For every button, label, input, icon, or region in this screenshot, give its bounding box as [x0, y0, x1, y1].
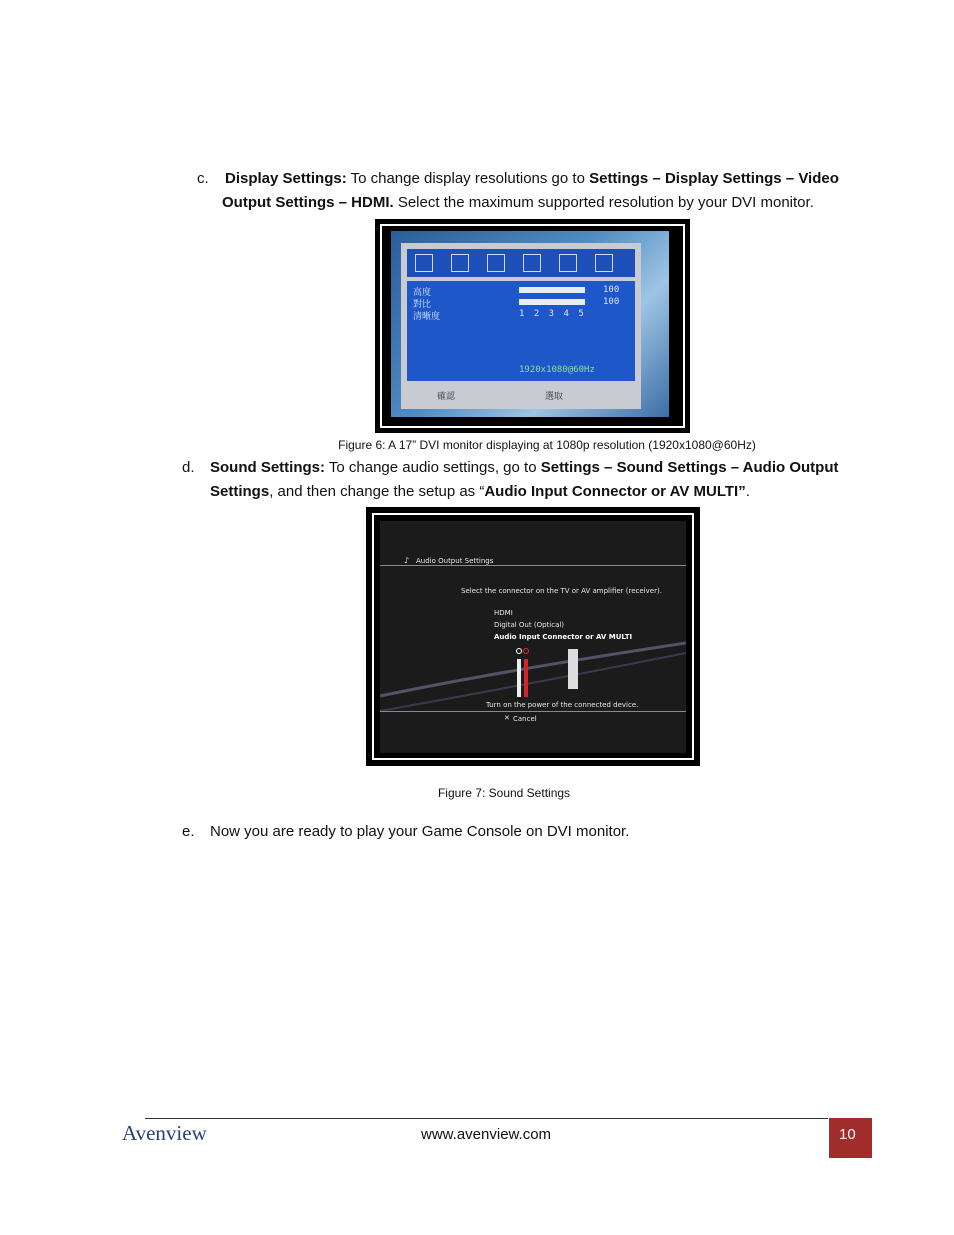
osd-slider	[519, 287, 585, 293]
menu-path: Settings	[210, 483, 270, 500]
footer-divider	[145, 1118, 828, 1119]
osd-value: 100	[603, 297, 620, 307]
avenview-logo: Avenview	[122, 1121, 207, 1145]
image-icon	[451, 254, 469, 272]
figure-6-caption: Figure 6: A 17” DVI monitor displaying at 1080p resolution (1920x1080@60Hz)	[338, 438, 756, 452]
option-audio-input: Audio Input Connector or AV MULTI	[494, 633, 633, 641]
item-text: , and then change the setup as “	[269, 483, 485, 500]
list-marker: c.	[197, 170, 209, 187]
item-line-2	[210, 480, 860, 505]
cancel-button: Cancel	[513, 715, 537, 723]
item-line-2	[222, 191, 862, 216]
figure-7-image	[366, 507, 700, 766]
page-number-badge	[829, 1118, 872, 1158]
figure-6-image	[375, 219, 690, 433]
screen-notice: Turn on the power of the connected device.	[486, 701, 639, 709]
av-cable-illustration	[380, 641, 686, 721]
menu-path: Settings – Sound Settings – Audio Output	[540, 459, 839, 476]
osd-value: 1 2 3 4 5	[519, 309, 586, 319]
divider	[380, 711, 686, 712]
menu-path: Audio Input Connector or AV MULTI”	[484, 483, 746, 500]
osd-label: 對比	[413, 300, 432, 310]
monitor-osd-screenshot	[391, 231, 669, 417]
figure-7-caption: Figure 7: Sound Settings	[437, 786, 571, 800]
item-text: Now you are ready to play your Game Console on DVI monitor.	[210, 823, 630, 840]
menu-path: Output Settings – HDMI.	[222, 194, 394, 211]
osd-resolution: 1920x1080@60Hz	[519, 365, 595, 375]
cross-icon: ✕	[504, 714, 510, 722]
item-text: To change display resolutions go to	[346, 170, 590, 187]
position-icon	[523, 254, 541, 272]
osd-label: 清晰度	[413, 312, 441, 322]
osd-icon-bar	[407, 249, 635, 277]
item-label: Display Settings:	[225, 170, 347, 187]
option-digital-out: Digital Out (Optical)	[494, 621, 565, 629]
menu-path: Settings – Display Settings – Video	[589, 170, 839, 187]
website-link[interactable]: www.avenview.com	[421, 1126, 552, 1143]
list-marker: d.	[182, 459, 195, 476]
divider	[380, 565, 686, 566]
item-text: To change audio settings, go to	[325, 459, 541, 476]
osd-value: 100	[603, 285, 620, 295]
item-text: Select the maximum supported resolution by your DVI monitor.	[393, 194, 814, 211]
brightness-icon	[415, 254, 433, 272]
item-label: Sound Settings:	[210, 459, 325, 476]
audio-settings-icon: ♪	[404, 556, 410, 565]
page-number: 10	[839, 1126, 856, 1143]
tools-icon	[559, 254, 577, 272]
item-line-1	[225, 167, 865, 192]
screen-instruction: Select the connector on the TV or AV amplifier (receiver).	[461, 587, 662, 595]
color-icon	[487, 254, 505, 272]
item-text: .	[745, 483, 750, 500]
option-hdmi: HDMI	[494, 609, 513, 617]
item-line-1	[210, 456, 860, 481]
input-icon	[595, 254, 613, 272]
list-marker: e.	[182, 823, 195, 840]
screen-title: Audio Output Settings	[416, 557, 494, 565]
osd-footer-right: 選取	[545, 392, 564, 402]
osd-settings-area	[407, 281, 635, 381]
osd-label: 高度	[413, 288, 432, 298]
osd-footer-left: 確認	[437, 392, 456, 402]
audio-output-settings-screenshot	[380, 521, 686, 753]
osd-slider	[519, 299, 585, 305]
